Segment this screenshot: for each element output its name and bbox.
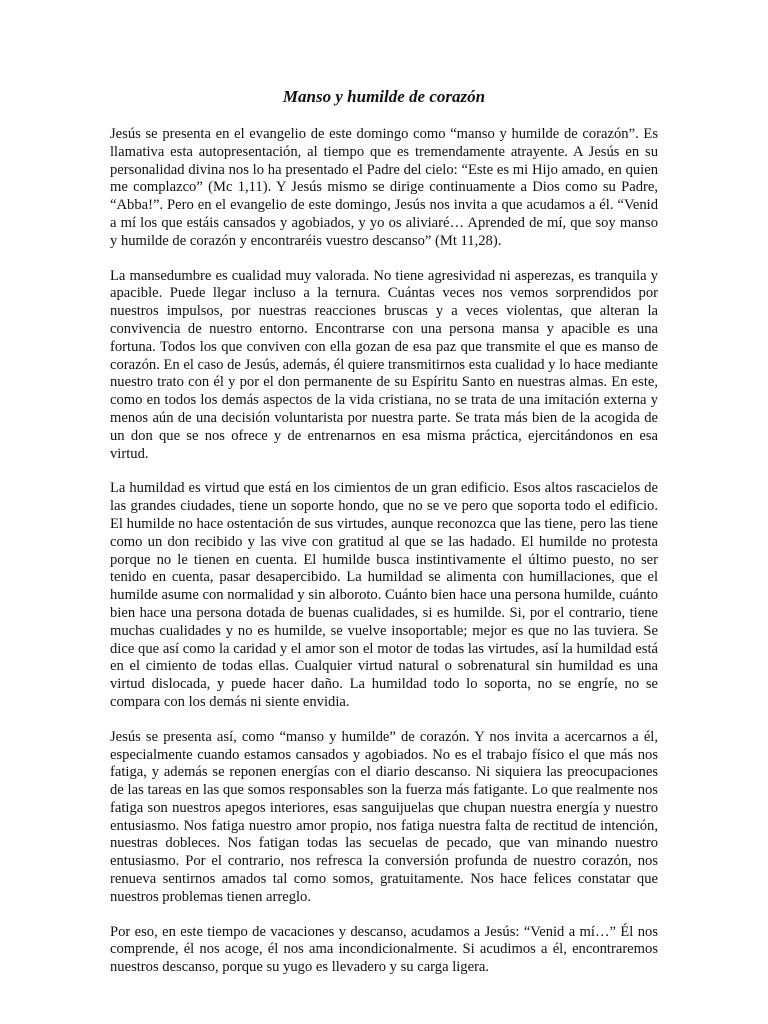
paragraph-5: Por eso, en este tiempo de vacaciones y descanso, acudamos a Jesús: “Venid a mí…” Él nos comprende, él nos acoge, él nos ama incondicionalmente. Si acudimos a él, encontraremos nuestros descanso, porque su yugo es llevadero y su carga ligera.	[110, 923, 658, 976]
paragraph-1: Jesús se presenta en el evangelio de este domingo como “manso y humilde de corazón”. Es llamativa esta autopresentación, al tiempo que es tremendamente atrayente. A Jesús en su personalidad divina nos lo ha presentado el Padre del cielo: “Este es mi Hijo amado, en quien me complazco” (Mc 1,11). Y Jesús mismo se dirige continuamente a Dios como su Padre, “Abba!”. Pero en el evangelio de este domingo, Jesús nos invita a que acudamos a él. “Venid a mí los que estáis cansados y agobiados, y yo os aliviaré… Aprended de mí, que soy manso y humilde de corazón y encontraréis vuestro descanso” (Mt 11,28).	[110, 126, 658, 249]
document-body	[110, 126, 658, 994]
document-title: Manso y humilde de corazón	[282, 87, 486, 106]
paragraph-3: La humildad es virtud que está en los cimientos de un gran edificio. Esos altos rascacielos de las grandes ciudades, tiene un soporte hondo, que no se ve pero que soporta todo el edificio. El humilde no hace ostentación de sus virtudes, aunque reconozca que las tiene, pero las tiene como un don recibido y las vive con gratitud al que se las hadado. El humilde no protesta porque no le tienen en cuenta. El humilde busca instintivamente el último puesto, no ser tenido en cuenta, pasar desapercibido. La humildad se alimenta con humillaciones, que el humilde asume con normalidad y sin alboroto. Cuánto bien hace una persona humilde, cuánto bien hace una persona dotada de buenas cualidades, si es humilde. Si, por el contrario, tiene muchas cualidades y no es humilde, se vuelve insoportable; mejor es que no las tuviera. Se dice que así como la caridad y el amor son el motor de todas las virtudes, así la humildad está en el cimiento de todas ellas. Cualquier virtud natural o sobrenatural sin humildad es una virtud dislocada, y puede hacer daño. La humildad todo lo soporta, no se engríe, no se compara con los demás ni siente envidia.	[110, 480, 658, 710]
paragraph-4: Jesús se presenta así, como “manso y humilde” de corazón. Y nos invita a acercarnos a él, especialmente cuando estamos cansados y agobiados. No es el trabajo físico el que más nos fatiga, y además se reponen energías con el diario descanso. Ni siquiera las preocupaciones de las tareas en las que somos responsables son la fuerza más fatigante. Lo que realmente nos fatiga son nuestros apegos interiores, esas sanguijuelas que chupan nuestra energía y nuestro entusiasmo. Nos fatiga nuestro amor propio, nos fatiga nuestra falta de rectitud de intención, nuestras dobleces. Nos fatigan todas las secuelas de pecado, que van minando nuestro entusiasmo. Por el contrario, nos refresca la conversión profunda de nuestro corazón, nos renueva sentirnos amados tal como somos, gratuitamente. Nos hace felices constatar que nuestros problemas tienen arreglo.	[110, 728, 658, 905]
paragraph-2: La mansedumbre es cualidad muy valorada. No tiene agresividad ni asperezas, es tranquila y apacible. Puede llegar incluso a la ternura. Cuántas veces nos vemos sorprendidos por nuestros impulsos, por nuestras reacciones bruscas y a veces violentas, que alteran la convivencia de nuestro entorno. Encontrarse con una persona mansa y apacible es una fortuna. Todos los que conviven con ella gozan de esa paz que transmite el que es manso de corazón. En el caso de Jesús, además, él quiere transmitirnos esta cualidad y lo hace mediante nuestro trato con él y por el don permanente de su Espíritu Santo en nuestras almas. En este, como en todos los demás aspectos de la vida cristiana, no se trata de una imitación externa y menos aún de una decisión voluntarista por nuestra parte. Se trata más bien de la acogida de un don que se nos ofrece y de entrenarnos en esa misma práctica, ejercitándonos en esa virtud.	[110, 267, 658, 462]
